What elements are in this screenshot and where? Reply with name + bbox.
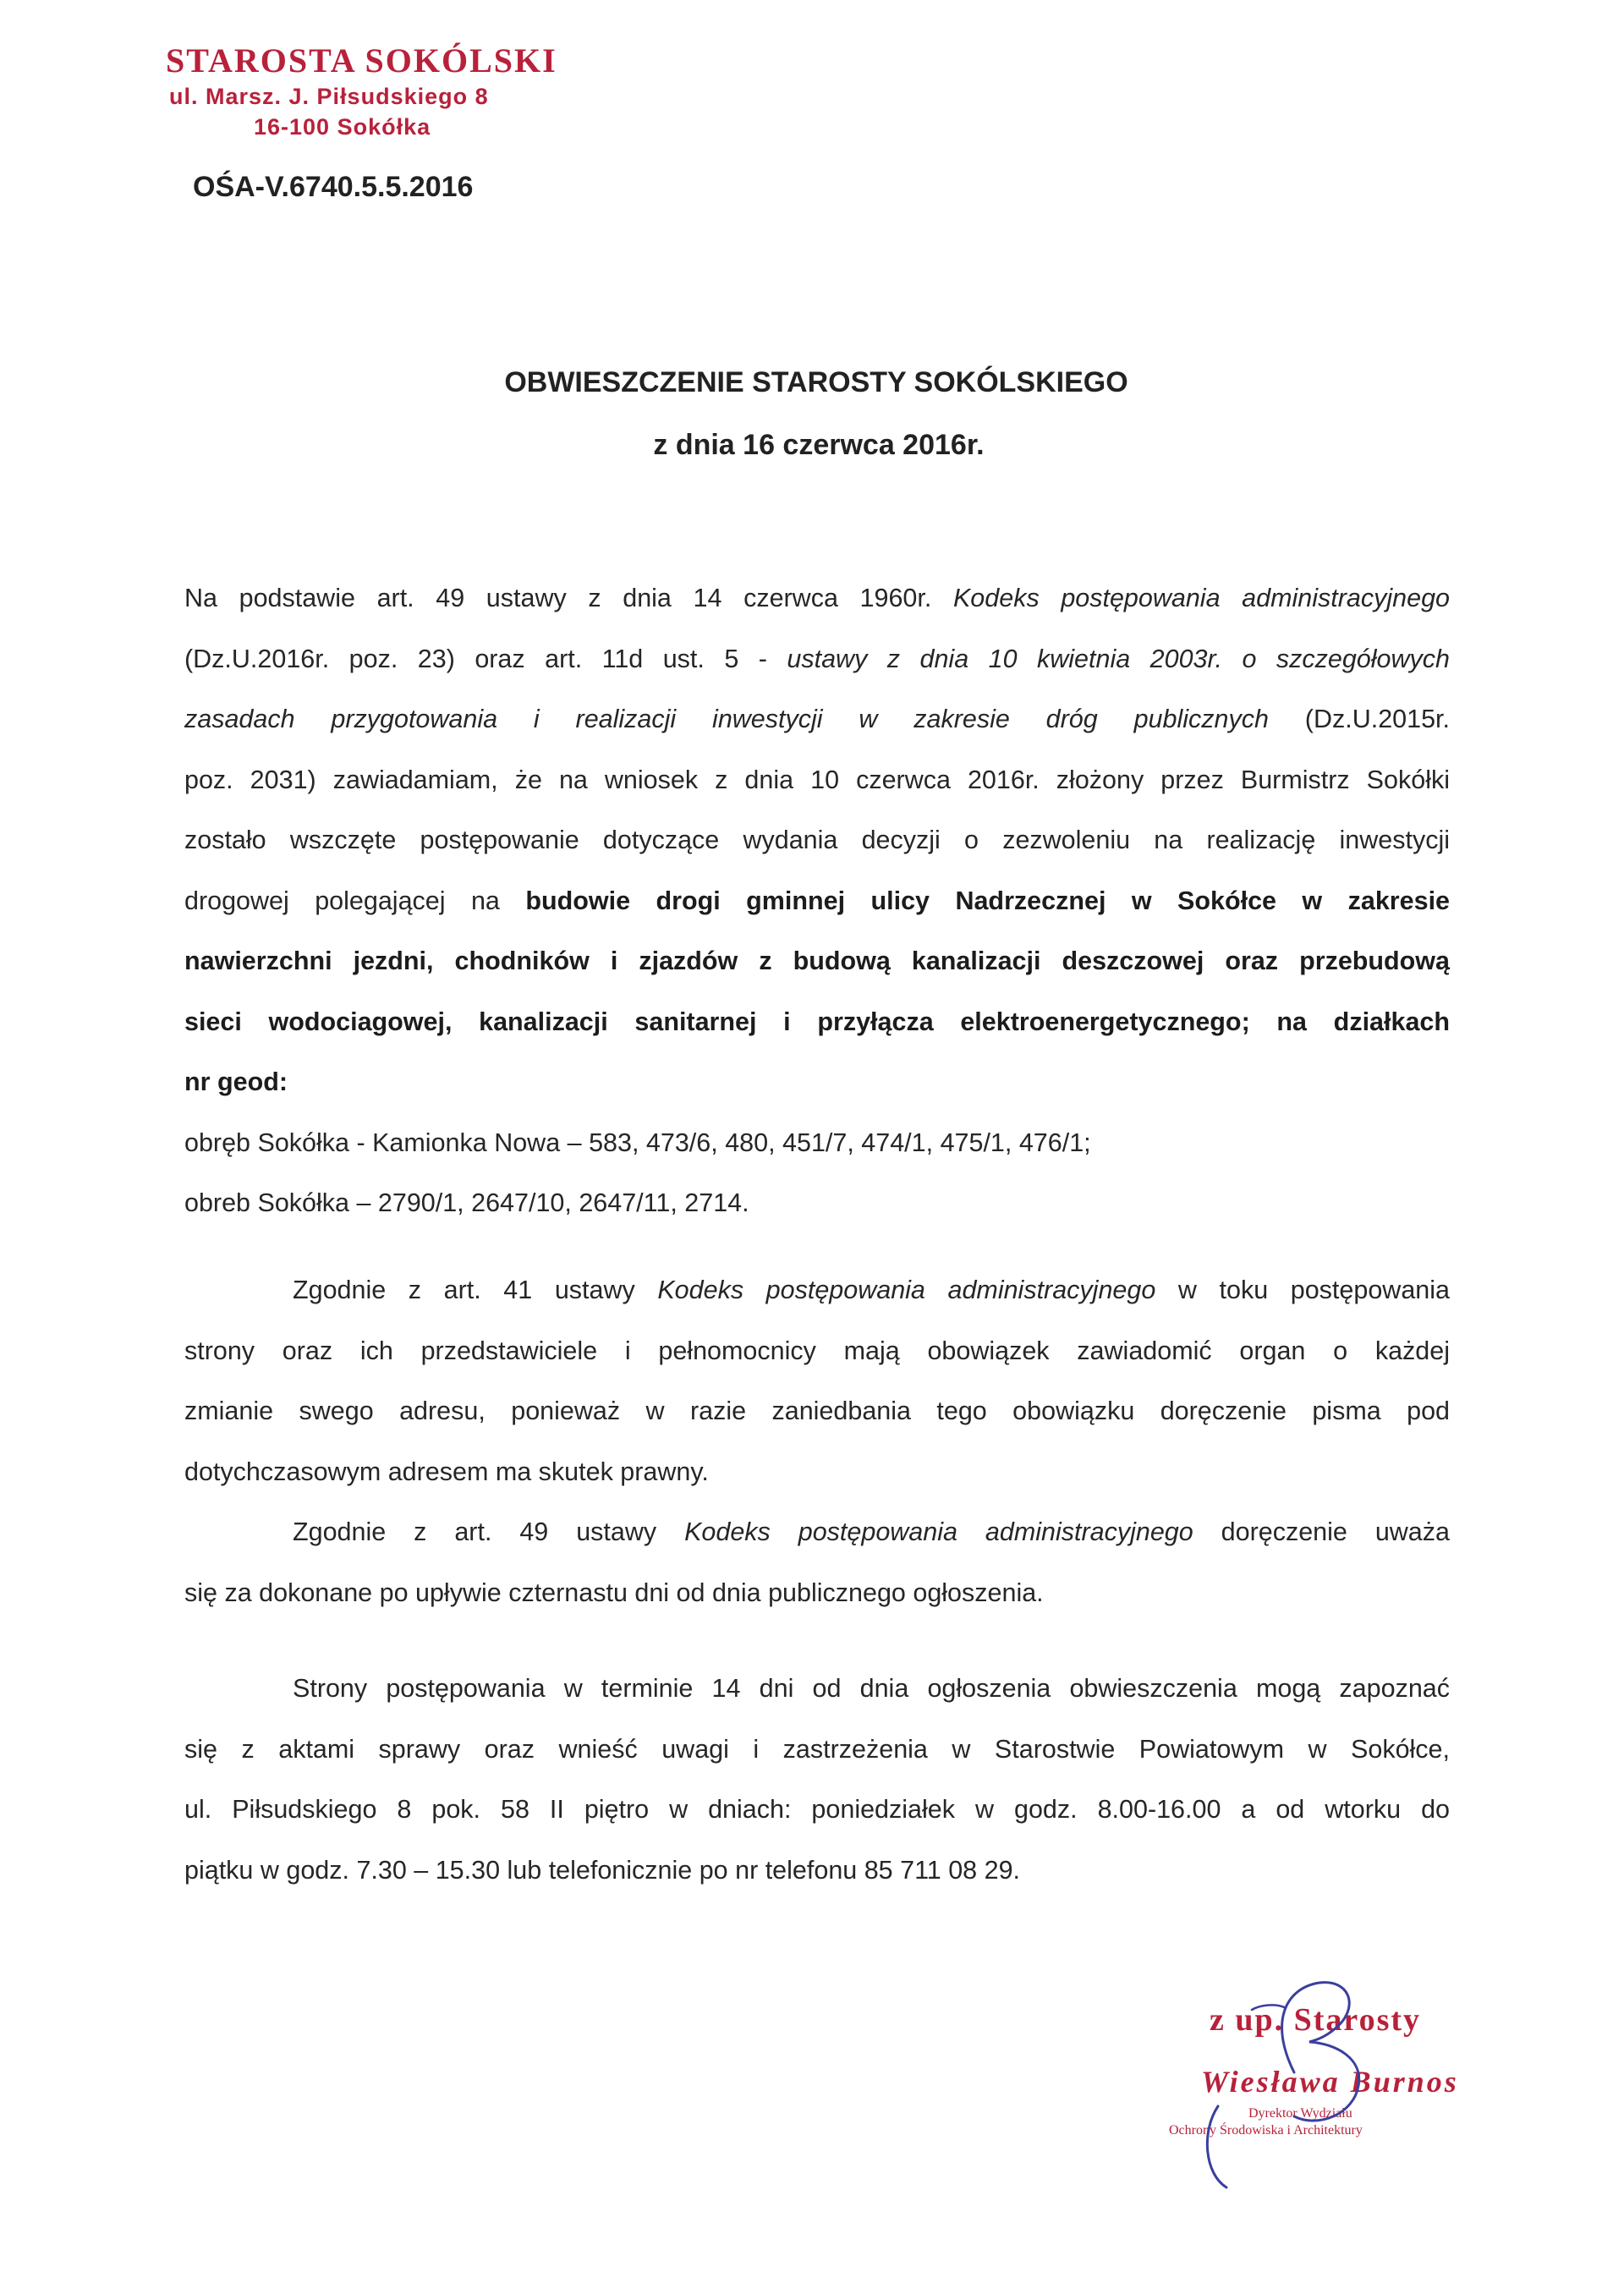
- text-line: się za dokonane po upływie czternastu dni od dnia publicznego ogłoszenia.: [184, 1578, 1044, 1607]
- text-line: Zgodnie z art. 41 ustawy Kodeks postępowania administracyjnego w toku postępowania: [293, 1276, 1450, 1304]
- text-line: piątku w godz. 7.30 – 15.30 lub telefonicznie po nr telefonu 85 711 08 29.: [184, 1855, 1021, 1885]
- handwritten-signature-icon: [1167, 1971, 1522, 2191]
- text-line: się z aktami sprawy oraz wnieść uwagi i zastrzeżenia w Starostwie Powiatowym w Sokółce,: [184, 1734, 1450, 1764]
- document-date: z dnia 16 czerwca 2016r.: [653, 429, 985, 461]
- header-stamp: [166, 41, 557, 142]
- signature-department: Ochrony Środowiska i Architektury: [1169, 2123, 1363, 2138]
- paragraph-case-files: [184, 1659, 1450, 1901]
- paragraph-delivery: [184, 1502, 1450, 1623]
- text-line: zostało wszczęte postępowanie dotyczące wydania decyzji o zezwoleniu na realizację inwestycji: [184, 826, 1450, 854]
- text-line: nawierzchni jezdni, chodników i zjazdów z budową kanalizacji deszczowej oraz przebudową: [184, 947, 1450, 975]
- text-line: nr geod:: [184, 1067, 288, 1096]
- text-line: drogowej polegającej na budowie drogi gminnej ulicy Nadrzecznej w Sokółce w zakresie: [184, 886, 1451, 915]
- text-line: obręb Sokółka - Kamionka Nowa – 583, 473/6, 480, 451/7, 474/1, 475/1, 476/1;: [184, 1128, 1091, 1157]
- text-line: (Dz.U.2016r. poz. 23) oraz art. 11d ust. 5 - ustawy z dnia 10 kwietnia 2003r. o szczegółowych: [184, 644, 1450, 673]
- organization-name: STAROSTA SOKÓLSKI: [166, 41, 557, 80]
- text-line: Zgodnie z art. 49 ustawy Kodeks postępowania administracyjnego doręczenie uważa: [293, 1517, 1450, 1546]
- signature-position: Dyrektor Wydziału: [1248, 2106, 1352, 2121]
- text-line: Na podstawie art. 49 ustawy z dnia 14 czerwca 1960r. Kodeks postępowania administracyjnego: [184, 584, 1450, 612]
- text-line: poz. 2031) zawiadamiam, że na wniosek z dnia 10 czerwca 2016r. złożony przez Burmistrz Sokółki: [184, 765, 1450, 794]
- text-line: sieci wodociagowej, kanalizacji sanitarnej i przyłącza elektroenergetycznego; na działkach: [184, 1007, 1450, 1036]
- address-city: 16-100 Sokółka: [254, 114, 431, 140]
- text-line: zmianie swego adresu, ponieważ w razie zaniedbania tego obowiązku doręczenie pisma pod: [184, 1397, 1450, 1425]
- address-street: ul. Marsz. J. Piłsudskiego 8: [169, 84, 489, 109]
- document-title: OBWIESZCZENIE STAROSTY SOKÓLSKIEGO: [504, 366, 1128, 398]
- text-line: Strony postępowania w terminie 14 dni od dnia ogłoszenia obwieszczenia mogą zapoznać: [293, 1674, 1450, 1703]
- signature-stamp: [1167, 1971, 1522, 2191]
- text-line: obreb Sokółka – 2790/1, 2647/10, 2647/11, 2714.: [184, 1188, 749, 1217]
- text-line: strony oraz ich przedstawiciele i pełnomocnicy mają obowiązek zawiadomić organ o każdej: [184, 1336, 1450, 1365]
- signature-authority: z up. Starosty: [1210, 2002, 1422, 2038]
- text-line: zasadach przygotowania i realizacji inwestycji w zakresie dróg publicznych (Dz.U.2015r.: [184, 705, 1450, 733]
- paragraph-legal-basis: [184, 568, 1450, 1234]
- paragraph-address-change: [184, 1260, 1450, 1502]
- signature-name: Wiesława Burnos: [1201, 2065, 1459, 2099]
- reference-number: OŚA-V.6740.5.5.2016: [193, 171, 474, 203]
- document-title-block: [0, 364, 1624, 464]
- text-line: dotychczasowym adresem ma skutek prawny.: [184, 1457, 709, 1486]
- text-line: ul. Piłsudskiego 8 pok. 58 II piętro w dniach: poniedziałek w godz. 8.00-16.00 a od wtorku do: [184, 1795, 1450, 1824]
